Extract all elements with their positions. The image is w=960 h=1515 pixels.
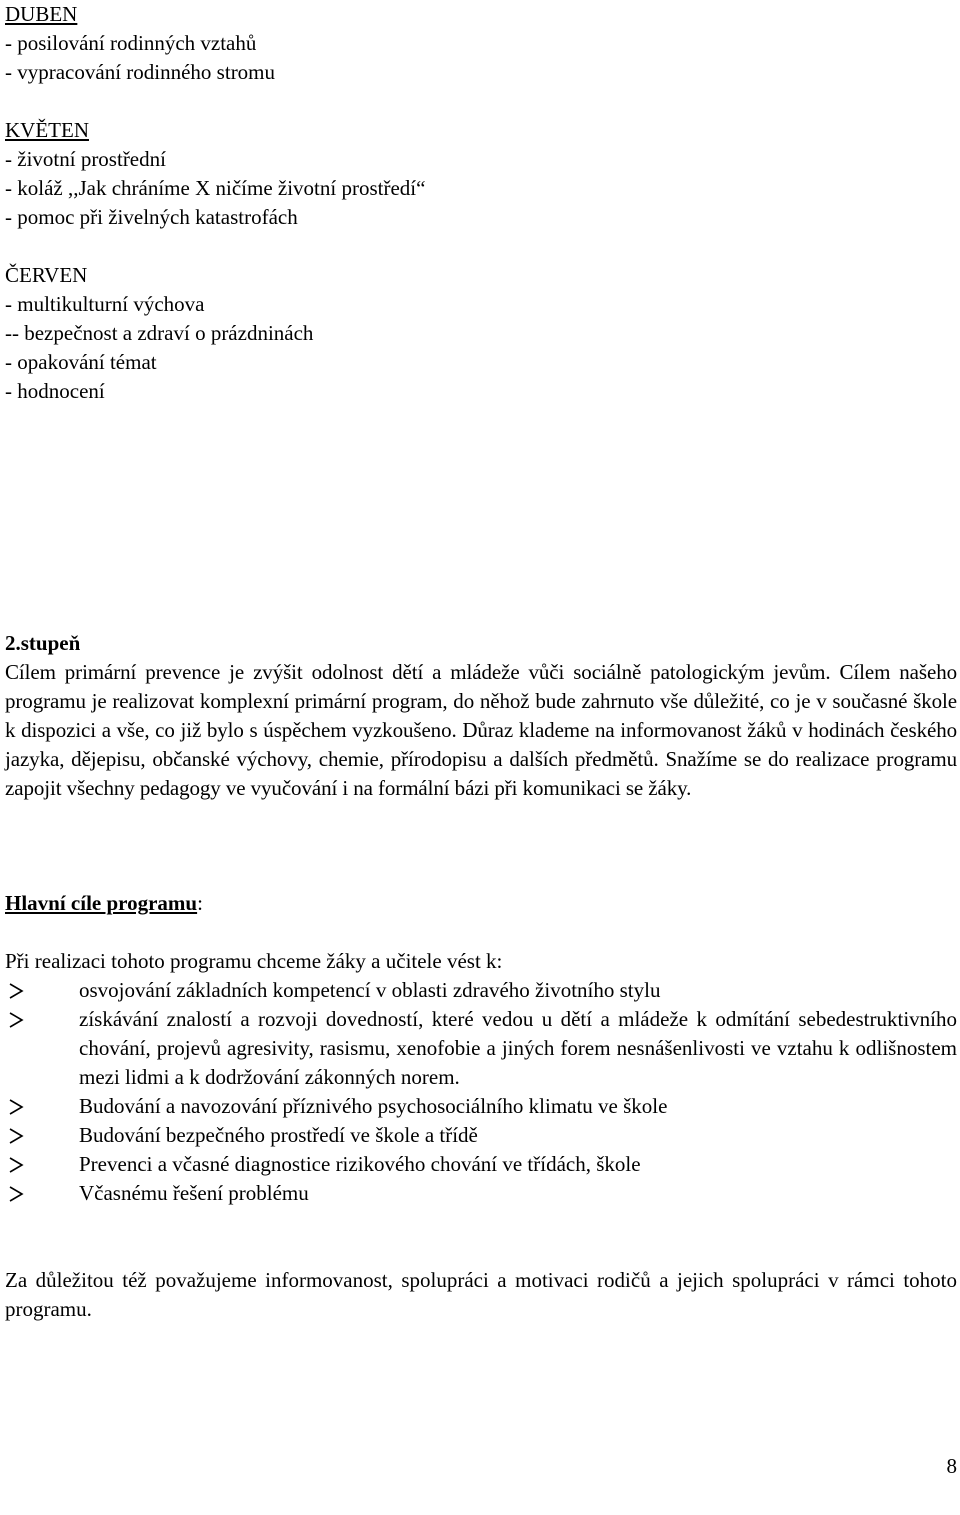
stage-2-heading: 2.stupeň [5,631,81,655]
closing-paragraph: Za důležitou též považujeme informovanost, spolupráci a motivaci rodičů a jejich spolupráci v rámci tohoto programu. [5,1268,957,1321]
stage-2-paragraph: Cílem primární prevence je zvýšit odolnost dětí a mládeže vůči sociálně patologickým jevům. Cílem našeho programu je realizovat komplexní primární program, do něhož bude zahrnuto vše důležité, co je v současné škole k dispozici a vše, co již bylo s úspěchem vyzkoušeno. Důraz klademe na informovanost žáků v hodinách českého jazyka, dějepisu, občanské výchovy, chemie, přírodopisu a dalších předmětů. Snažíme se do realizace programu zapojit všechny pedagogy ve vyučování i na formální bázi při komunikaci se žáky. [5,660,957,800]
goal-text: osvojování základních kompetencí v oblasti zdravého životního stylu [79,978,661,1002]
month-item: -- bezpečnost a zdraví o prázdninách [5,321,314,345]
goal-text: Včasnému řešení problému [79,1181,309,1205]
arrow-bullet-icon [8,983,24,999]
goal-text: Budování a navozování příznivého psychosociálního klimatu ve škole [79,1094,668,1118]
month-item: - pomoc při živelných katastrofách [5,205,298,229]
list-item [5,1150,957,1179]
month-heading-duben: DUBEN [5,2,78,26]
goals-intro: Při realizaci tohoto programu chceme žáky a učitele vést k: [5,949,503,973]
goal-text: Prevenci a včasné diagnostice rizikového chování ve třídách, škole [79,1152,641,1176]
month-block-duben [5,0,957,87]
goals-heading [5,889,957,918]
arrow-bullet-icon [8,1128,24,1144]
list-item [5,976,957,1005]
month-block-kveten [5,116,957,232]
goal-text: Budování bezpečného prostředí ve škole a třídě [79,1123,478,1147]
list-item [5,1179,957,1208]
month-item: - opakování témat [5,350,157,374]
goals-heading-text: Hlavní cíle programu [5,891,198,915]
document-page [5,0,957,1324]
arrow-bullet-icon [8,1099,24,1115]
arrow-bullet-icon [8,1012,24,1028]
stage-2-section [5,629,957,803]
page-number: 8 [946,1454,957,1478]
month-item: - životní prostřední [5,147,166,171]
arrow-bullet-icon [8,1157,24,1173]
goals-heading-colon: : [197,891,203,915]
list-item [5,1005,957,1092]
list-item [5,1121,957,1150]
goal-text: získávání znalostí a rozvoji dovedností, které vedou u dětí a mládeže k odmítání sebedestruktivního chování, projevů agresivity, rasismu, xenofobie a jiných forem nesnášenlivosti ve vztahu k odlišnostem mezi lidmi a k dodržování zákonných norem. [79,1007,957,1089]
goals-list [5,976,957,1208]
month-item: - posilování rodinných vztahů [5,31,257,55]
month-item: - multikulturní výchova [5,292,205,316]
month-item: - hodnocení [5,379,105,403]
month-heading-kveten: KVĚTEN [5,118,89,142]
month-item: - vypracování rodinného stromu [5,60,276,84]
arrow-bullet-icon [8,1186,24,1202]
month-heading-cerven: ČERVEN [5,263,88,287]
list-item [5,1092,957,1121]
month-item: - koláž ,,Jak chráníme X ničíme životní prostředí“ [5,176,426,200]
month-block-cerven [5,261,957,406]
